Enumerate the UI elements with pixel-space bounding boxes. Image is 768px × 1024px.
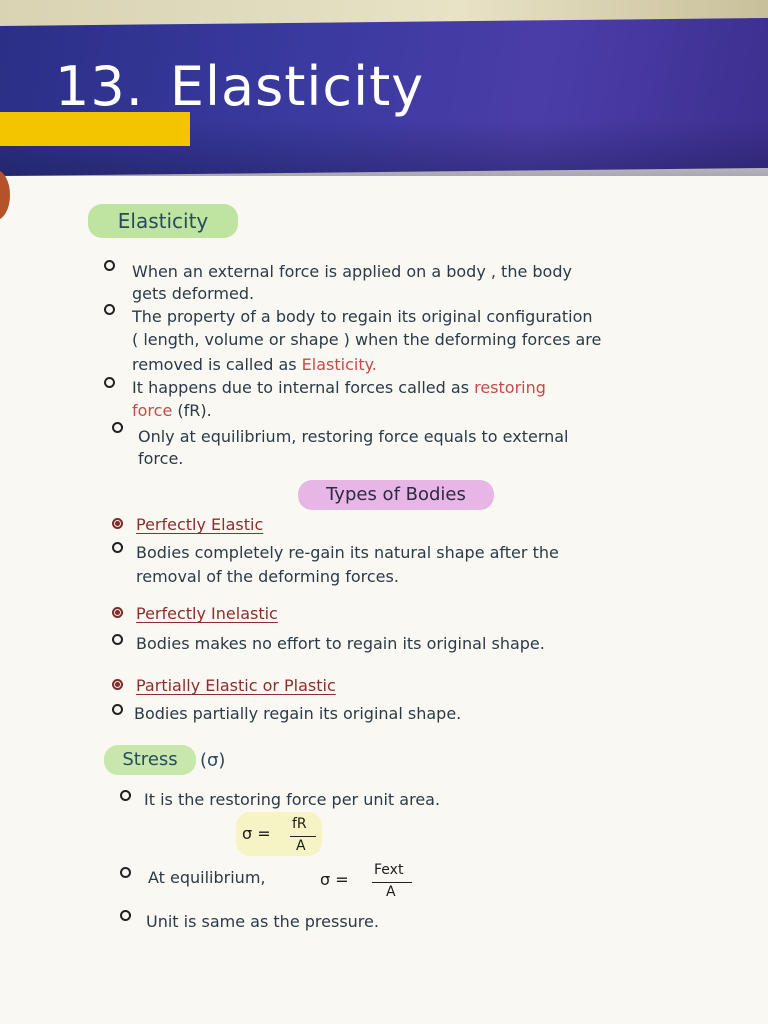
text-line: force.	[138, 449, 184, 468]
text-segment: (fR).	[172, 401, 212, 420]
chapter-number: 13.	[55, 55, 144, 118]
chapter-title	[55, 52, 424, 122]
fraction-bar	[290, 836, 316, 837]
sub-bullet-icon	[112, 607, 123, 618]
formula-stress	[236, 812, 322, 856]
bullet-point	[112, 422, 123, 433]
bullet-point	[120, 867, 131, 878]
text-line: Unit is same as the pressure.	[146, 912, 379, 931]
bullet-point	[120, 790, 131, 801]
formula-lhs: σ =	[242, 824, 271, 843]
text-line	[132, 378, 546, 398]
text-line: removal of the deforming forces.	[136, 567, 399, 586]
text-line: At equilibrium,	[148, 868, 266, 887]
text-line: Bodies makes no effort to regain its original shape.	[136, 634, 545, 653]
text-line	[132, 401, 212, 421]
formula-numerator: Fext	[374, 862, 404, 878]
stress-symbol: (σ)	[200, 750, 226, 771]
text-line: Bodies partially regain its original shape.	[134, 704, 462, 723]
keyword-elasticity: Elasticity.	[301, 355, 377, 374]
text-line	[132, 355, 377, 375]
formula-numerator: fR	[292, 816, 307, 832]
text-segment: It happens due to internal forces called as	[132, 378, 475, 397]
section-heading-elasticity	[88, 204, 238, 238]
bullet-point	[112, 634, 123, 645]
bullet-point	[104, 304, 115, 315]
bullet-point	[104, 377, 115, 388]
chapter-name: Elasticity	[169, 55, 425, 118]
keyword-force: force	[132, 401, 173, 420]
fraction-bar	[372, 882, 412, 883]
sub-bullet-icon	[112, 679, 123, 690]
section-heading-stress	[104, 745, 196, 775]
keyword-restoring: restoring	[474, 378, 546, 397]
bullet-point	[104, 260, 115, 271]
heading-text: Elasticity	[117, 209, 209, 233]
formula-denominator: A	[386, 884, 396, 900]
text-line: It is the restoring force per unit area.	[144, 790, 441, 809]
type-title: Perfectly Inelastic	[136, 604, 278, 623]
type-title: Partially Elastic or Plastic	[136, 676, 336, 695]
formula-equilibrium	[320, 860, 420, 904]
text-line: The property of a body to regain its original configuration	[132, 307, 593, 326]
text-line: ( length, volume or shape ) when the deforming forces are	[132, 330, 602, 349]
text-line: Bodies completely re-gain its natural shape after the	[136, 543, 559, 562]
formula-lhs: σ =	[320, 870, 349, 889]
bullet-point	[120, 910, 131, 921]
text-line: Only at equilibrium, restoring force equals to external	[138, 427, 569, 446]
text-line: When an external force is applied on a body , the body	[132, 262, 572, 281]
type-title: Perfectly Elastic	[136, 515, 264, 534]
formula-denominator: A	[296, 838, 306, 854]
text-segment: removed is called as	[132, 355, 302, 374]
sub-bullet-icon	[112, 518, 123, 529]
bullet-point	[112, 542, 123, 553]
bullet-point	[112, 704, 123, 715]
heading-text: Stress	[122, 749, 178, 770]
text-line: gets deformed.	[132, 284, 255, 303]
heading-text: Types of Bodies	[326, 484, 466, 505]
section-heading-types	[298, 480, 494, 510]
